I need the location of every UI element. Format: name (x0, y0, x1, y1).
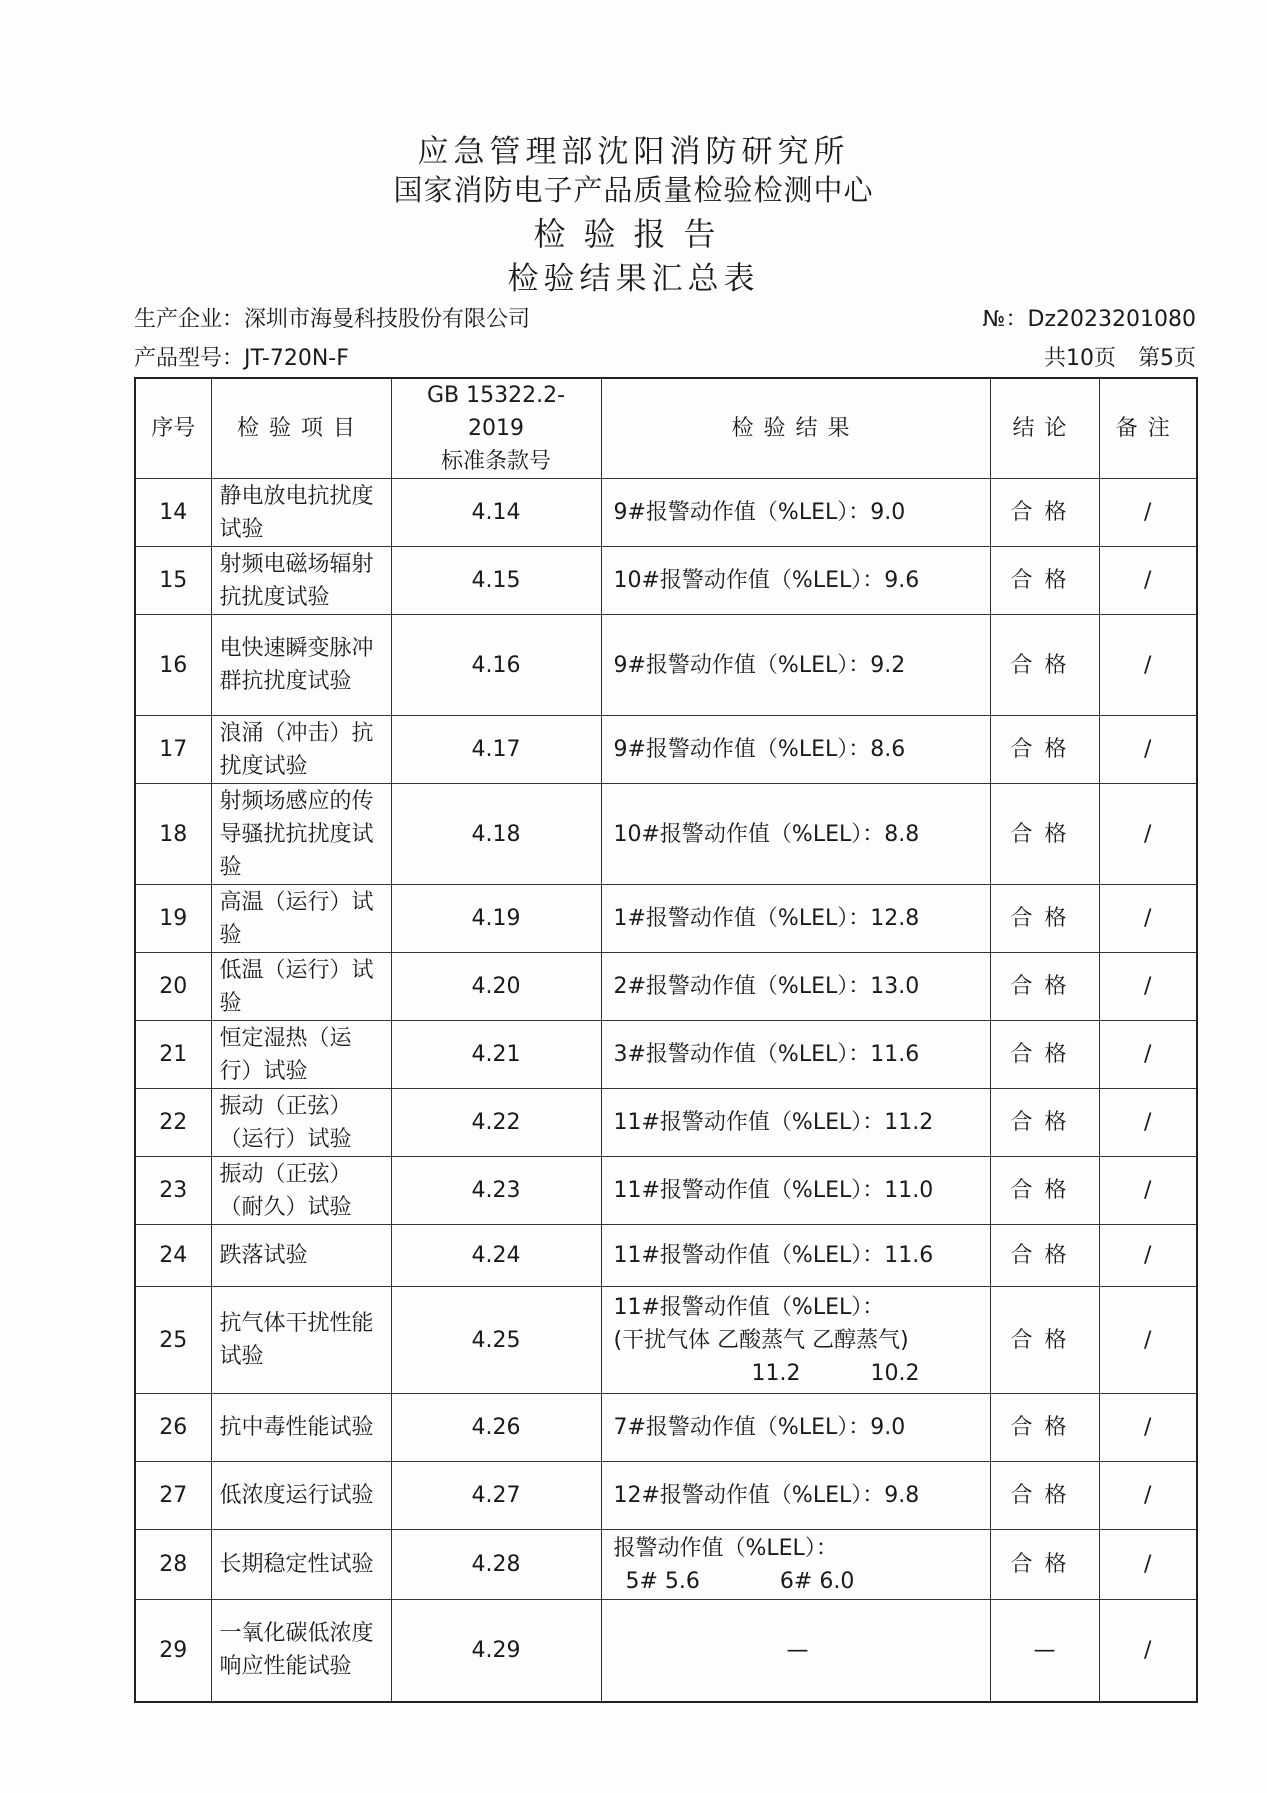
row-item: 浪涌（冲击）抗扰度试验 (211, 716, 391, 784)
row-clause: 4.26 (391, 1394, 601, 1462)
results-table (134, 377, 1198, 1703)
row-result: — (601, 1600, 990, 1702)
row-clause: 4.25 (391, 1287, 601, 1394)
table-row (135, 953, 1197, 1021)
table-row (135, 479, 1197, 547)
row-conclusion: 合格 (990, 1530, 1099, 1600)
row-no: 16 (135, 615, 211, 716)
table-header-row (135, 378, 1197, 479)
row-conclusion: 合格 (990, 615, 1099, 716)
row-item: 高温（运行）试验 (211, 885, 391, 953)
result-line: 11#报警动作值（%LEL）： (613, 1294, 885, 1320)
row-result: 9#报警动作值（%LEL）：8.6 (601, 716, 990, 784)
row-note: / (1099, 1462, 1197, 1530)
result-line: 报警动作值（%LEL）： (613, 1535, 838, 1561)
row-item: 抗气体干扰性能试验 (211, 1287, 391, 1394)
row-conclusion: 合格 (990, 1462, 1099, 1530)
row-no: 20 (135, 953, 211, 1021)
row-note: / (1099, 885, 1197, 953)
row-result (601, 1530, 990, 1600)
table-row (135, 1394, 1197, 1462)
row-no: 24 (135, 1225, 211, 1287)
row-no: 19 (135, 885, 211, 953)
row-conclusion: 合格 (990, 1157, 1099, 1225)
result-value: 5# 5.6 (625, 1568, 700, 1594)
result-value: 11.2 (751, 1360, 801, 1386)
header-conclusion: 结论 (990, 378, 1099, 479)
row-conclusion: 合格 (990, 953, 1099, 1021)
row-clause: 4.18 (391, 784, 601, 885)
row-clause: 4.17 (391, 716, 601, 784)
row-clause: 4.19 (391, 885, 601, 953)
row-result: 11#报警动作值（%LEL）：11.2 (601, 1089, 990, 1157)
row-conclusion: 合格 (990, 1225, 1099, 1287)
row-note: / (1099, 784, 1197, 885)
row-note: / (1099, 615, 1197, 716)
row-item: 振动（正弦）（运行）试验 (211, 1089, 391, 1157)
row-no: 14 (135, 479, 211, 547)
header-no: 序号 (135, 378, 211, 479)
result-value: 10.2 (870, 1360, 920, 1386)
center-name: 国家消防电子产品质量检验检测中心 (393, 173, 874, 207)
report-number: №：Dz2023201080 (982, 307, 1196, 332)
row-item: 长期稳定性试验 (211, 1530, 391, 1600)
row-no: 26 (135, 1394, 211, 1462)
table-row (135, 1225, 1197, 1287)
row-clause: 4.27 (391, 1462, 601, 1530)
row-clause: 4.15 (391, 547, 601, 615)
row-no: 21 (135, 1021, 211, 1089)
row-conclusion: 合格 (990, 1089, 1099, 1157)
row-note: / (1099, 1600, 1197, 1702)
page-indicator (1044, 341, 1196, 372)
row-note: / (1099, 1530, 1197, 1600)
row-note: / (1099, 547, 1197, 615)
row-item: 低温（运行）试验 (211, 953, 391, 1021)
row-item: 静电放电抗扰度试验 (211, 479, 391, 547)
row-clause: 4.14 (391, 479, 601, 547)
row-note: / (1099, 1021, 1197, 1089)
row-note: / (1099, 1287, 1197, 1394)
row-clause: 4.29 (391, 1600, 601, 1702)
row-item: 一氧化碳低浓度响应性能试验 (211, 1600, 391, 1702)
row-conclusion: 合格 (990, 1394, 1099, 1462)
row-item: 射频场感应的传导骚扰抗扰度试验 (211, 784, 391, 885)
row-result: 12#报警动作值（%LEL）：9.8 (601, 1462, 990, 1530)
row-conclusion: 合格 (990, 784, 1099, 885)
row-clause: 4.21 (391, 1021, 601, 1089)
result-values (614, 1357, 982, 1390)
row-result: 11#报警动作值（%LEL）：11.6 (601, 1225, 990, 1287)
row-clause: 4.22 (391, 1089, 601, 1157)
row-note: / (1099, 953, 1197, 1021)
header-item: 检验项目 (211, 378, 391, 479)
table-row (135, 1600, 1197, 1702)
row-no: 22 (135, 1089, 211, 1157)
table-row (135, 1157, 1197, 1225)
table-row (135, 615, 1197, 716)
row-conclusion: 合格 (990, 1021, 1099, 1089)
row-result (601, 1287, 990, 1394)
product-model: 产品型号：JT-720N-F (134, 346, 349, 371)
row-clause: 4.24 (391, 1225, 601, 1287)
row-note: / (1099, 716, 1197, 784)
row-clause: 4.16 (391, 615, 601, 716)
row-item: 电快速瞬变脉冲群抗扰度试验 (211, 615, 391, 716)
row-no: 29 (135, 1600, 211, 1702)
row-no: 25 (135, 1287, 211, 1394)
row-item: 抗中毒性能试验 (211, 1394, 391, 1462)
row-note: / (1099, 479, 1197, 547)
row-conclusion: 合格 (990, 479, 1099, 547)
table-row (135, 1530, 1197, 1600)
table-row (135, 885, 1197, 953)
result-line: (干扰气体 乙酸蒸气 乙醇蒸气) (613, 1327, 909, 1353)
row-item: 射频电磁场辐射抗扰度试验 (211, 547, 391, 615)
row-conclusion: 合格 (990, 885, 1099, 953)
header-clause-standard: GB 15322.2-2019 (426, 383, 566, 441)
row-result: 7#报警动作值（%LEL）：9.0 (601, 1394, 990, 1462)
row-note: / (1099, 1157, 1197, 1225)
row-clause: 4.20 (391, 953, 601, 1021)
row-result: 10#报警动作值（%LEL）：9.6 (601, 547, 990, 615)
row-clause: 4.23 (391, 1157, 601, 1225)
row-item: 低浓度运行试验 (211, 1462, 391, 1530)
row-result: 2#报警动作值（%LEL）：13.0 (601, 953, 990, 1021)
row-note: / (1099, 1089, 1197, 1157)
institute-name: 应急管理部沈阳消防研究所 (417, 134, 850, 170)
total-pages: 共10页 (1044, 346, 1116, 371)
summary-title: 检验结果汇总表 (507, 261, 760, 297)
row-conclusion: 合格 (990, 1287, 1099, 1394)
row-note: / (1099, 1394, 1197, 1462)
header-clause (391, 378, 601, 479)
manufacturer: 生产企业：深圳市海曼科技股份有限公司 (134, 307, 531, 332)
report-title: 检验报告 (533, 215, 734, 253)
header-note: 备注 (1099, 378, 1197, 479)
row-result: 9#报警动作值（%LEL）：9.2 (601, 615, 990, 716)
table-row (135, 547, 1197, 615)
table-row (135, 1462, 1197, 1530)
row-conclusion: 合格 (990, 716, 1099, 784)
row-no: 28 (135, 1530, 211, 1600)
table-row (135, 784, 1197, 885)
header-clause-label: 标准条款号 (440, 449, 551, 474)
table-row (135, 1021, 1197, 1089)
row-result: 10#报警动作值（%LEL）：8.8 (601, 784, 990, 885)
row-no: 17 (135, 716, 211, 784)
row-no: 18 (135, 784, 211, 885)
row-item: 振动（正弦）（耐久）试验 (211, 1157, 391, 1225)
header-result: 检验结果 (601, 378, 990, 479)
row-item: 恒定湿热（运行）试验 (211, 1021, 391, 1089)
row-no: 23 (135, 1157, 211, 1225)
page-number: 第5页 (1138, 346, 1196, 371)
row-result: 9#报警动作值（%LEL）：9.0 (601, 479, 990, 547)
row-result: 1#报警动作值（%LEL）：12.8 (601, 885, 990, 953)
row-conclusion: 合格 (990, 547, 1099, 615)
table-row (135, 716, 1197, 784)
row-result: 3#报警动作值（%LEL）：11.6 (601, 1021, 990, 1089)
row-clause: 4.28 (391, 1530, 601, 1600)
result-value: 6# 6.0 (779, 1568, 855, 1594)
row-item: 跌落试验 (211, 1225, 391, 1287)
row-note: / (1099, 1225, 1197, 1287)
table-row (135, 1089, 1197, 1157)
row-result: 11#报警动作值（%LEL）：11.0 (601, 1157, 990, 1225)
row-conclusion: — (990, 1600, 1099, 1702)
row-no: 27 (135, 1462, 211, 1530)
table-row (135, 1287, 1197, 1394)
result-values (614, 1565, 982, 1598)
row-no: 15 (135, 547, 211, 615)
